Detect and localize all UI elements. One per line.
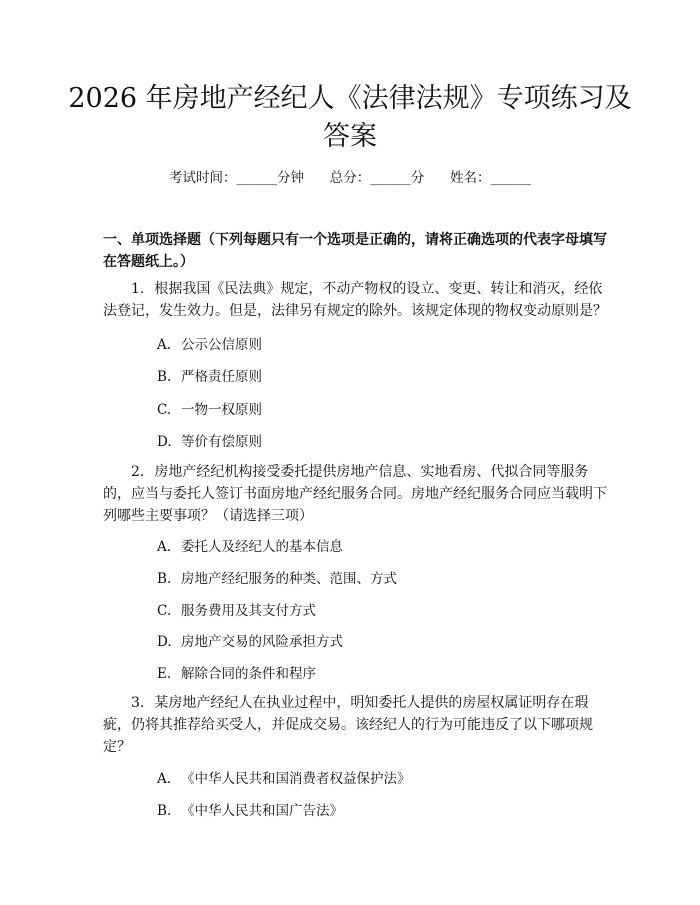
option-letter: B. <box>157 571 172 587</box>
option-1b <box>157 365 262 385</box>
question-text: 房地产经纪机构接受委托提供房地产信息、实地看房、代拟合同等服务的，应当与委托人签订书面房地产经纪服务合同。房地产经纪服务合同应当载明下列哪些主要事项？（请选择三项） <box>103 464 607 524</box>
option-2e <box>157 662 316 682</box>
option-text: 等价有偿原则 <box>181 434 262 450</box>
question-number: 3. <box>131 695 145 711</box>
section-heading: 一、单项选择题（下列每题只有一个选项是正确的，请将正确选项的代表字母填写在答题纸上。） <box>103 232 607 270</box>
question-3 <box>103 692 608 758</box>
option-letter: A. <box>157 337 172 353</box>
option-letter: E. <box>157 666 172 682</box>
option-text: 严格责任原则 <box>181 369 262 385</box>
question-number: 1. <box>131 281 145 297</box>
option-letter: B. <box>157 369 172 385</box>
option-3b <box>157 799 343 819</box>
option-2b <box>157 567 397 587</box>
option-text: 《中华人民共和国广告法》 <box>181 803 343 819</box>
option-1d <box>157 430 262 450</box>
option-text: 一物一权原则 <box>181 402 262 418</box>
exam-info-line: 考试时间：______分钟 总分：______分 姓名：______ <box>169 170 531 186</box>
option-letter: C. <box>157 402 172 418</box>
option-2a <box>157 535 343 555</box>
question-text: 根据我国《民法典》规定，不动产物权的设立、变更、转让和消灭，经依法登记，发生效力。但是，法律另有规定的除外。该规定体现的物权变动原则是？ <box>103 281 607 319</box>
question-text: 某房地产经纪人在执业过程中，明知委托人提供的房屋权属证明存在瑕疵，仍将其推荐给买受人，并促成交易。该经纪人的行为可能违反了以下哪项规定？ <box>103 695 593 755</box>
question-2 <box>103 461 608 527</box>
option-text: 房地产经纪服务的种类、范围、方式 <box>181 571 397 587</box>
option-3a <box>157 767 411 787</box>
option-letter: D. <box>157 634 172 650</box>
option-letter: A. <box>157 771 172 787</box>
option-text: 委托人及经纪人的基本信息 <box>181 539 343 555</box>
option-text: 解除合同的条件和程序 <box>181 666 316 682</box>
option-text: 公示公信原则 <box>181 337 262 353</box>
option-letter: A. <box>157 539 172 555</box>
option-letter: C. <box>157 603 172 619</box>
question-number: 2. <box>131 464 145 480</box>
question-1 <box>103 278 608 322</box>
option-text: 服务费用及其支付方式 <box>181 603 316 619</box>
document-title: 2026 年房地产经纪人《法律法规》专项练习及答案 <box>68 83 632 152</box>
option-2d <box>157 630 343 650</box>
option-text: 《中华人民共和国消费者权益保护法》 <box>181 771 411 787</box>
option-1c <box>157 398 262 418</box>
option-letter: D. <box>157 434 172 450</box>
option-1a <box>157 333 262 353</box>
option-text: 房地产交易的风险承担方式 <box>181 634 343 650</box>
option-letter: B. <box>157 803 172 819</box>
option-2c <box>157 599 316 619</box>
